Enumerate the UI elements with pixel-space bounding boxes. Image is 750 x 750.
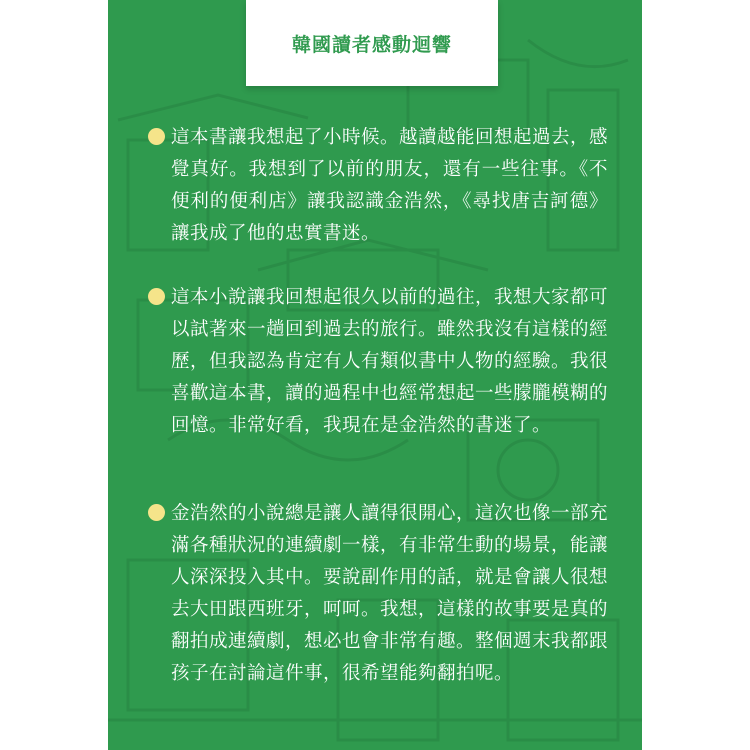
review-text: 這本小說讓我回想起很久以前的過往，我想大家都可以試著來一趟回到過去的旅行。雖然我沒有這樣的經歷，但我認為肯定有人有類似書中人物的經驗。我很喜歡這本書，讀的過程中也經常想起一些朦朧模糊的回憶。非常好看，我現在是金浩然的書迷了。: [171, 287, 609, 436]
review-text: 這本書讓我想起了小時候。越讀越能回想起過去，感覺真好。我想到了以前的朋友，還有一些往事。《不便利的便利店》讓我認識金浩然，《尋找唐吉訶德》讓我成了他的忠實書迷。: [171, 127, 609, 244]
bullet-dot-icon: [148, 504, 165, 521]
title-card: [246, 0, 498, 86]
review-text: 金浩然的小說總是讓人讀得很開心，這次也像一部充滿各種狀況的連續劇一樣，有非常生動的場景，能讓人深深投入其中。要說副作用的話，就是會讓人很想去大田跟西班牙，呵呵。我想，這樣的故事要是真的翻拍成連續劇，想必也會非常有趣。整個週末我都跟孩子在討論這件事，很希望能夠翻拍呢。: [171, 503, 609, 684]
review-item: [148, 498, 608, 690]
review-item: [148, 282, 608, 442]
bullet-dot-icon: [148, 128, 165, 145]
page-title: 韓國讀者感動迴響: [291, 33, 452, 56]
bullet-dot-icon: [148, 288, 165, 305]
review-item: [148, 122, 608, 250]
green-panel: [108, 0, 642, 750]
